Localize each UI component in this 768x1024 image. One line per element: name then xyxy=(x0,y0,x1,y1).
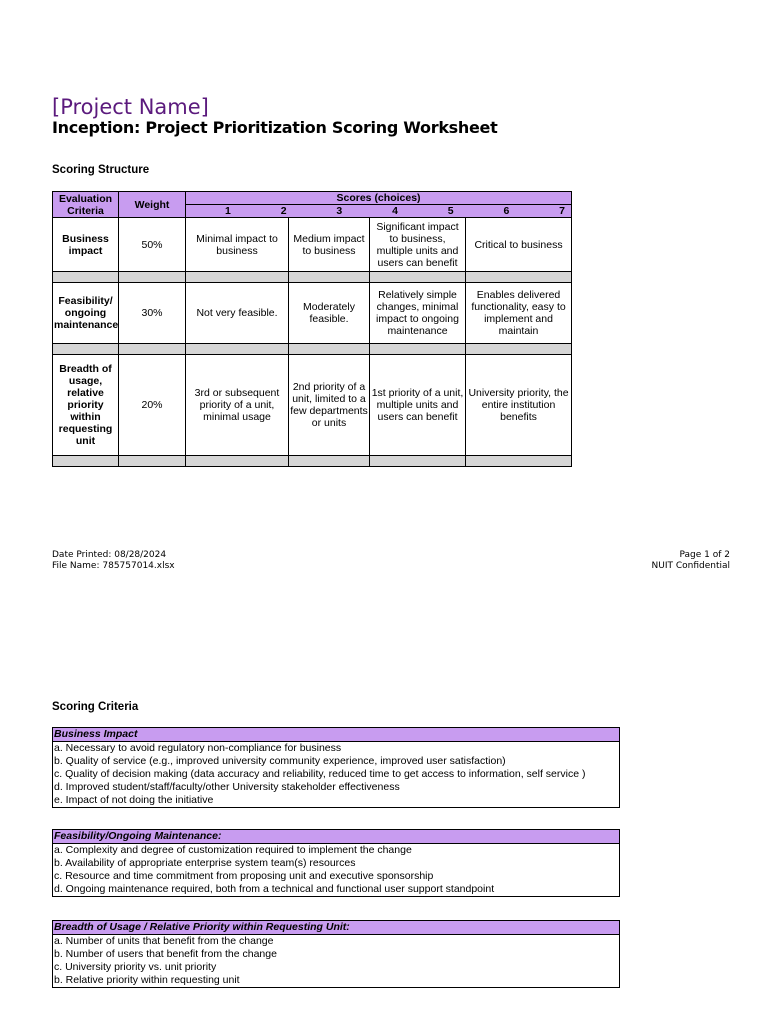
list-item: d. Ongoing maintenance required, both from a technical and functional user support standpoint xyxy=(54,883,495,895)
list-item: b. Quality of service (e.g., improved university community experience, improved user satisfaction) xyxy=(54,755,506,767)
choice-cell: 2nd priority of a unit, limited to a few departments or units xyxy=(289,355,370,456)
choice-cell: Significant impact to business, multiple units and users can benefit xyxy=(370,218,466,272)
choice-cell: Not very feasible. xyxy=(186,283,289,344)
score-number: 7 xyxy=(559,205,565,217)
weight-cell: 50% xyxy=(119,218,186,272)
criteria-cell: Feasibility/ ongoing maintenance xyxy=(53,283,119,344)
spacer-row xyxy=(53,456,572,467)
list-item: d. Improved student/staff/faculty/other University stakeholder effectiveness xyxy=(54,781,400,793)
criteria-group-heading: Business Impact xyxy=(53,728,619,742)
list-item: b. Availability of appropriate enterprise system team(s) resources xyxy=(54,857,356,869)
project-name: [Project Name] xyxy=(52,95,209,119)
scoring-structure-title: Scoring Structure xyxy=(52,164,150,176)
scoring-criteria-title: Scoring Criteria xyxy=(52,701,139,713)
header-evaluation-criteria: Evaluation Criteria xyxy=(53,192,119,218)
list-item: c. Quality of decision making (data accuracy and reliability, reduced time to get access to information, self service ) xyxy=(54,768,586,780)
criteria-group-feasibility xyxy=(52,829,620,897)
choice-cell: Enables delivered functionality, easy to implement and maintain xyxy=(466,283,572,344)
score-number: 1 xyxy=(225,205,231,217)
choice-cell: 3rd or subsequent priority of a unit, minimal usage xyxy=(186,355,289,456)
header-scores: Scores (choices) xyxy=(186,192,572,205)
confidential-label: NUIT Confidential xyxy=(651,561,730,571)
weight-cell: 20% xyxy=(119,355,186,456)
score-number: 4 xyxy=(392,205,398,217)
list-item: a. Number of units that benefit from the change xyxy=(54,935,274,947)
criteria-cell: Breadth of usage, relative priority within requesting unit xyxy=(53,355,119,456)
table-row xyxy=(53,218,572,272)
score-number: 5 xyxy=(447,205,454,217)
list-item: a. Necessary to avoid regulatory non-compliance for business xyxy=(54,742,342,754)
criteria-group-business-impact xyxy=(52,727,620,808)
list-item: a. Complexity and degree of customization required to implement the change xyxy=(54,844,412,856)
list-item: b. Relative priority within requesting unit xyxy=(54,974,240,986)
list-item: b. Number of users that benefit from the change xyxy=(54,948,277,960)
criteria-group-heading: Breadth of Usage / Relative Priority within Requesting Unit: xyxy=(53,921,619,935)
choice-cell: Moderately feasible. xyxy=(289,283,370,344)
list-item: e. Impact of not doing the initiative xyxy=(54,794,214,806)
choice-cell: University priority, the entire institution benefits xyxy=(466,355,572,456)
table-header-row xyxy=(53,192,572,205)
file-name: File Name: 785757014.xlsx xyxy=(52,561,175,571)
score-number: 3 xyxy=(336,205,343,217)
date-printed: Date Printed: 08/28/2024 xyxy=(52,550,167,560)
scoring-structure-table xyxy=(52,191,572,467)
choice-cell: Minimal impact to business xyxy=(186,218,289,272)
header-weight: Weight xyxy=(119,192,186,218)
criteria-cell: Business impact xyxy=(53,218,119,272)
spacer-row xyxy=(53,272,572,283)
score-number: 2 xyxy=(280,205,287,217)
choice-cell: 1st priority of a unit, multiple units and users can benefit xyxy=(370,355,466,456)
choice-cell: Relatively simple changes, minimal impact to ongoing maintenance xyxy=(370,283,466,344)
choice-cell: Medium impact to business xyxy=(289,218,370,272)
score-numbers xyxy=(186,205,571,217)
list-item: c. Resource and time commitment from proposing unit and executive sponsorship xyxy=(54,870,434,882)
table-row xyxy=(53,283,572,344)
criteria-group-heading: Feasibility/Ongoing Maintenance: xyxy=(53,830,619,844)
score-number: 6 xyxy=(503,205,510,217)
weight-cell: 30% xyxy=(119,283,186,344)
table-row xyxy=(53,355,572,456)
list-item: c. University priority vs. unit priority xyxy=(54,961,217,973)
criteria-group-breadth-of-usage xyxy=(52,920,620,988)
page-number: Page 1 of 2 xyxy=(679,550,730,560)
page-title: Inception: Project Prioritization Scoring Worksheet xyxy=(52,118,498,137)
choice-cell: Critical to business xyxy=(466,218,572,272)
spacer-row xyxy=(53,344,572,355)
